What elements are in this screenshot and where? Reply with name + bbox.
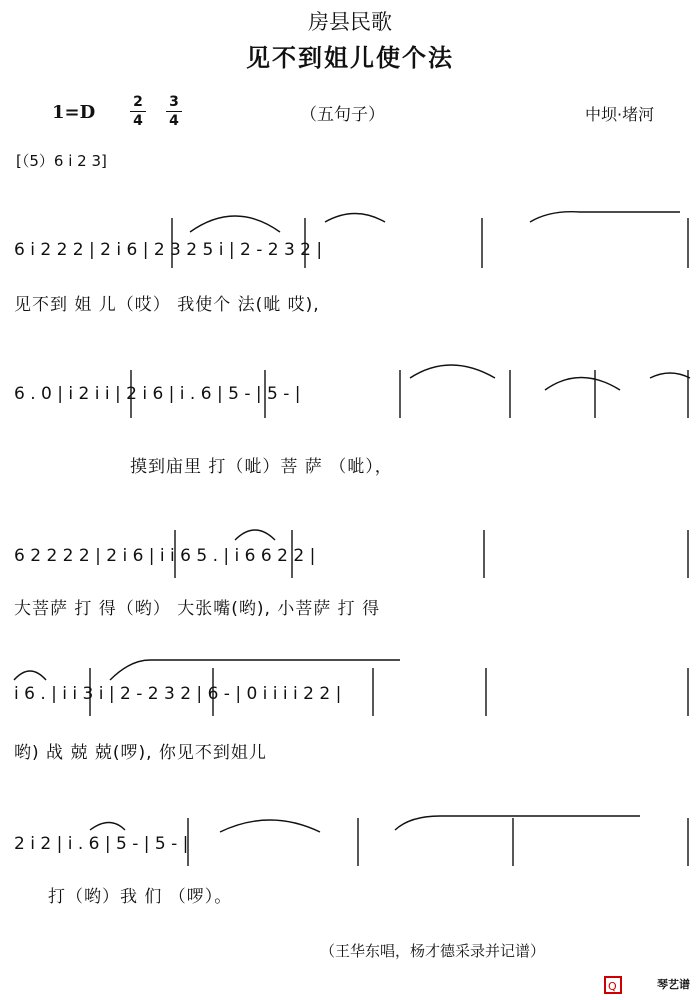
credit-line: （王华东唱，杨才德采录并记谱） [320, 942, 546, 960]
notation-line-4: i 6 . | i i 3 i | 2 - 2 3 2 | 6 - | 0 i i i i 2 2 | [14, 684, 342, 704]
notation-line-2: 6 . 0 | i 2 i i | 2 i 6 | i . 6 | 5 - | 5 - | [14, 384, 301, 404]
notation-line-1: 6 i 2 2 2 | 2 i 6 | 2 3 2 5 i | 2 - 2 3 2 | [14, 240, 323, 260]
meter-denominator: 4 [169, 113, 179, 129]
form-label: （五句子） [300, 105, 385, 125]
lyrics-line-2: 摸到庙里 打（呲）菩 萨 （呲）， [130, 457, 393, 477]
meter-numerator: 2 [133, 94, 143, 110]
song-title: 见不到姐儿使个法 [246, 43, 454, 72]
song-subtitle: 房县民歌 [308, 10, 392, 34]
lyrics-line-3: 大菩萨 打 得（哟） 大张嘴(哟), 小菩萨 打 得 [14, 599, 381, 619]
lyrics-line-5: 打（哟）我 们 （啰）。 [48, 887, 233, 907]
region-label: 中坝·堵河 [585, 105, 655, 124]
lyrics-line-4: 哟) 战 兢 兢(啰), 你见不到姐儿 [14, 743, 267, 763]
notation-line-3: 6 2 2 2 2 | 2 i 6 | i i 6 5 . | i 6 6 2 2 | [14, 546, 316, 566]
svg-text:Q: Q [608, 980, 617, 993]
lyrics-line-1: 见不到 姐 儿（哎） 我使个 法(呲 哎), [14, 295, 320, 315]
watermark-text: 琴艺谱 [657, 978, 690, 991]
logo-icon [604, 976, 622, 994]
meter-numerator: 3 [169, 94, 179, 110]
key-signature: 1=D [52, 102, 96, 123]
meter-denominator: 4 [133, 113, 143, 129]
notation-line-5: 2 i 2 | i . 6 | 5 - | 5 - | [14, 834, 189, 854]
intro-notation: [（5）6 i 2 3] [16, 152, 107, 170]
